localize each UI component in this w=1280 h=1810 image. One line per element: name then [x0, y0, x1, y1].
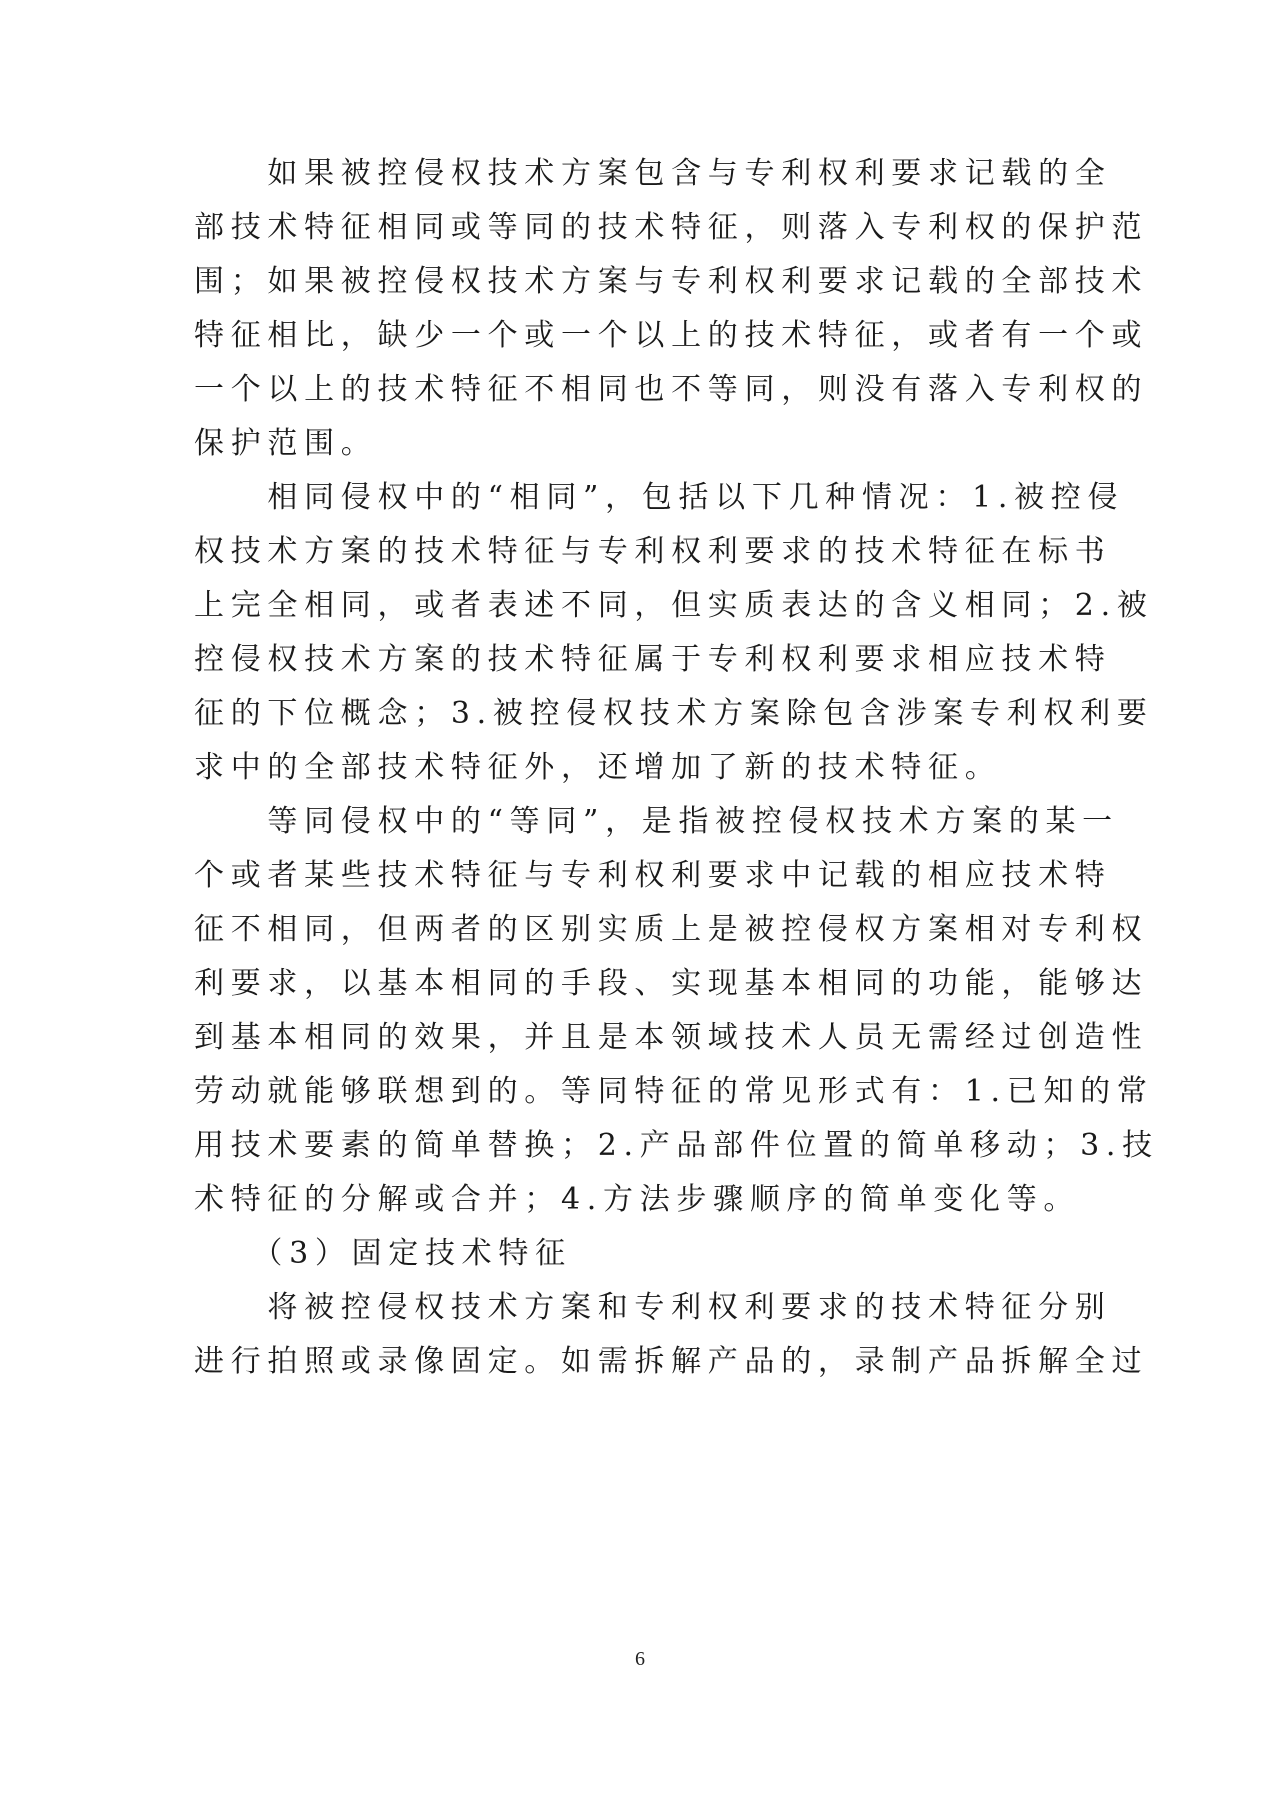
text-line: 征的下位概念；3.被控侵权技术方案除包含涉案专利权利要: [194, 696, 1154, 731]
text-line: 利要求，以基本相同的手段、实现基本相同的功能，能够达: [194, 966, 1149, 1001]
text-line: 进行拍照或录像固定。如需拆解产品的，录制产品拆解全过: [194, 1344, 1149, 1379]
text-line: 将被控侵权技术方案和专利权利要求的技术特征分别: [194, 1290, 1112, 1325]
text-line: 术特征的分解或合并；4.方法步骤顺序的简单变化等。: [194, 1182, 1081, 1217]
text-line: 一个以上的技术特征不相同也不等同，则没有落入专利权的: [194, 372, 1149, 407]
section-heading: （3）固定技术特征: [194, 1236, 572, 1271]
text-line: 用技术要素的简单替换；2.产品部件位置的简单移动；3.技: [194, 1128, 1159, 1163]
text-line: 特征相比，缺少一个或一个以上的技术特征，或者有一个或: [194, 318, 1149, 353]
text-line: 如果被控侵权技术方案包含与专利权利要求记载的全: [194, 156, 1112, 191]
text-line: 等同侵权中的“等同”，是指被控侵权技术方案的某一: [194, 804, 1119, 839]
text-line: 上完全相同，或者表述不同，但实质表达的含义相同；2.被: [194, 588, 1154, 623]
text-line: 求中的全部技术特征外，还增加了新的技术特征。: [194, 750, 1002, 785]
text-line: 控侵权技术方案的技术特征属于专利权利要求相应技术特: [194, 642, 1112, 677]
text-line: 征不相同，但两者的区别实质上是被控侵权方案相对专利权: [194, 912, 1149, 947]
text-line: 到基本相同的效果，并且是本领域技术人员无需经过创造性: [194, 1020, 1149, 1055]
text-line: 部技术特征相同或等同的技术特征，则落入专利权的保护范: [194, 210, 1149, 245]
page-number: 6: [635, 1648, 645, 1670]
text-line: 相同侵权中的“相同”，包括以下几种情况：1.被控侵: [194, 480, 1125, 515]
text-line: 劳动就能够联想到的。等同特征的常见形式有：1.已知的常: [194, 1074, 1154, 1109]
text-line: 围；如果被控侵权技术方案与专利权利要求记载的全部技术: [194, 264, 1149, 299]
text-line: 权技术方案的技术特征与专利权利要求的技术特征在标书: [194, 534, 1112, 569]
text-line: 保护范围。: [194, 426, 378, 461]
text-line: 个或者某些技术特征与专利权利要求中记载的相应技术特: [194, 858, 1112, 893]
